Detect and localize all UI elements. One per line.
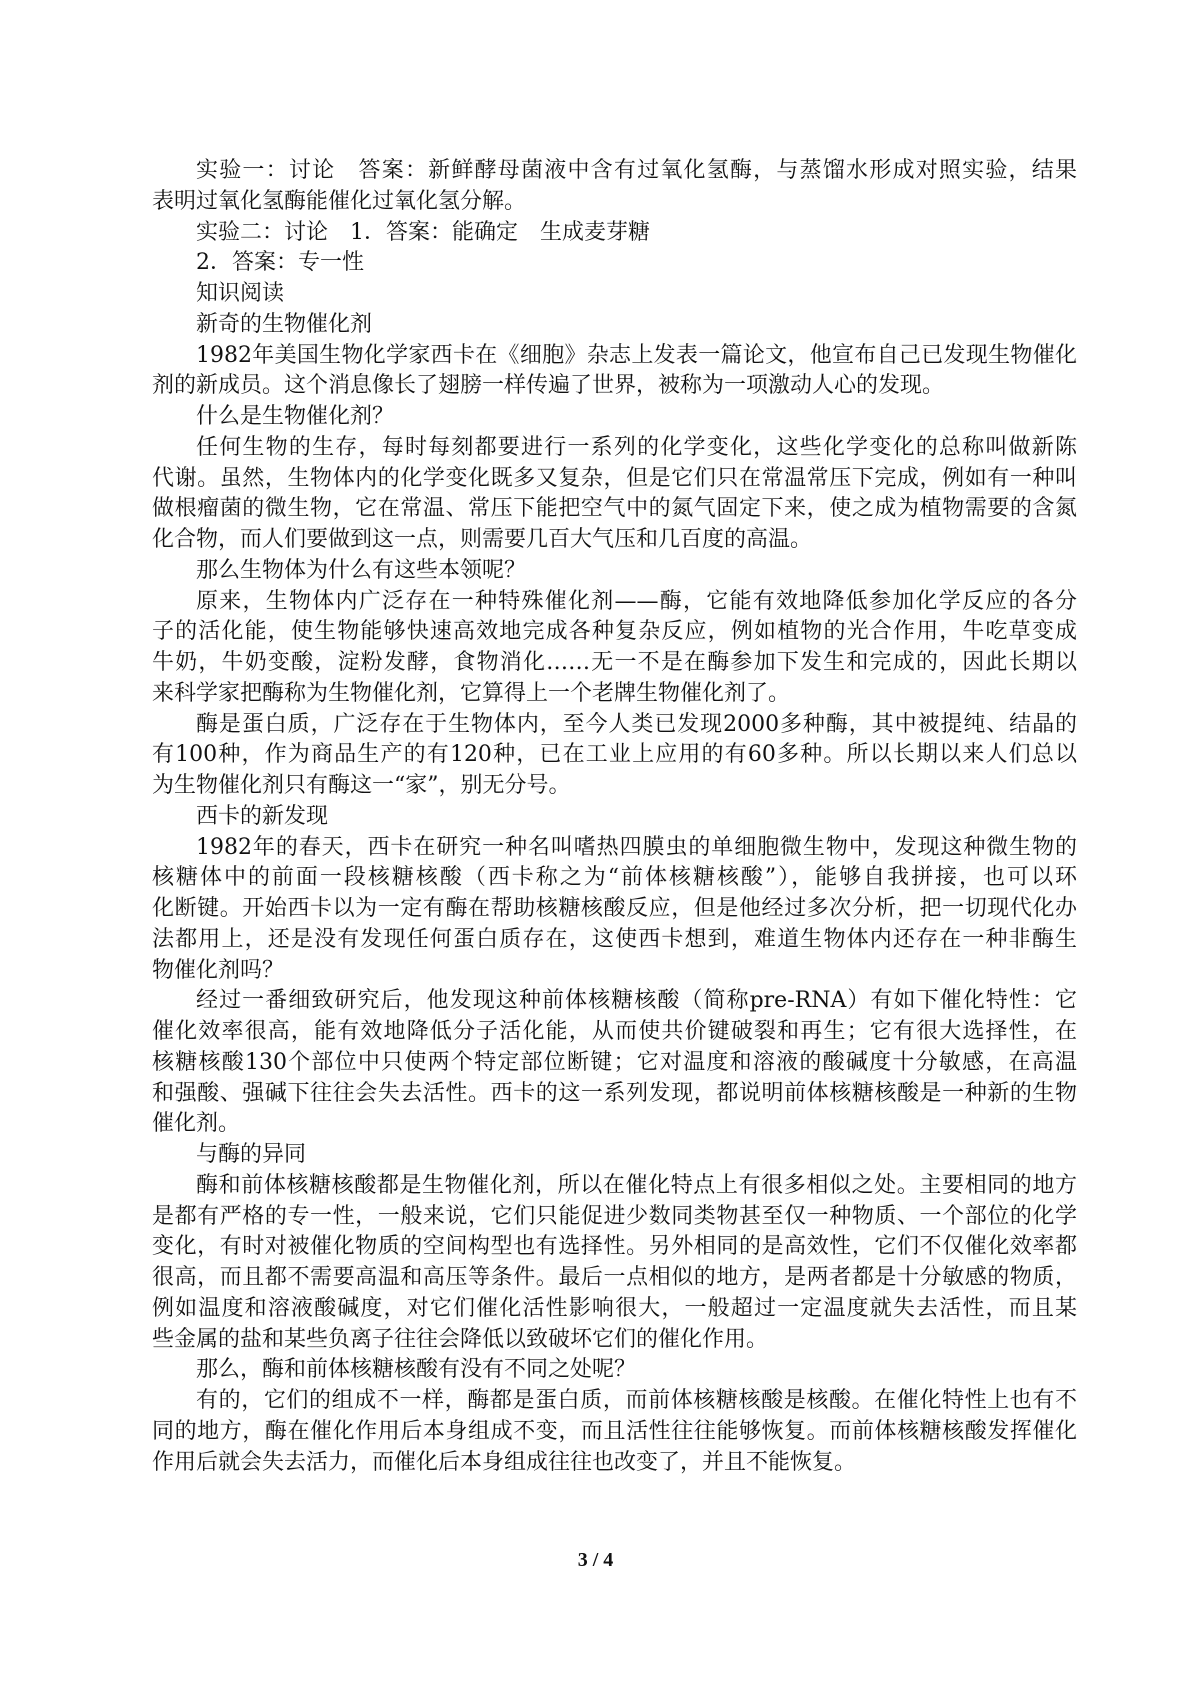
text-line: 是都有严格的专一性，一般来说，它们只能促进少数同类物甚至仅一种物质、一个部位的化学 — [152, 1203, 1077, 1229]
document-body — [152, 156, 1077, 1478]
page-number: 3 / 4 — [577, 1549, 614, 1571]
text-line: 表明过氧化氢酶能催化过氧化氢分解。 — [152, 188, 527, 214]
text-line: 实验一：讨论 答案：新鲜酵母菌液中含有过氧化氢酶，与蒸馏水形成对照实验，结果 — [196, 158, 1077, 183]
text-line: 与酶的异同 — [196, 1142, 307, 1167]
text-line: 1982年的春天，西卡在研究一种名叫嗜热四膜虫的单细胞微生物中，发现这种微生物的 — [196, 834, 1077, 860]
text-line: 例如温度和溶液酸碱度，对它们催化活性影响很大，一般超过一定温度就失去活性，而且某 — [152, 1295, 1077, 1321]
text-line: 那么生物体为什么有这些本领呢？ — [196, 557, 527, 583]
text-line: 有的，它们的组成不一样，酶都是蛋白质，而前体核糖核酸是核酸。在催化特性上也有不 — [196, 1388, 1077, 1413]
text-line: 原来，生物体内广泛存在一种特殊催化剂——酶，它能有效地降低参加化学反应的各分 — [196, 588, 1077, 614]
text-line: 牛奶，牛奶变酸，淀粉发酵，食物消化……无一不是在酶参加下发生和完成的，因此长期以 — [152, 650, 1077, 675]
text-line: 实验二：讨论 1．答案：能确定 生成麦芽糖 — [196, 219, 650, 245]
text-line: 同的地方，酶在催化作用后本身组成不变，而且活性往往能够恢复。而前体核糖核酸发挥催化 — [152, 1418, 1077, 1444]
text-line: 核糖核酸130个部位中只使两个特定部位断键；它对温度和溶液的酸碱度十分敏感，在高温 — [152, 1049, 1077, 1075]
text-line: 那么，酶和前体核糖核酸有没有不同之处呢？ — [196, 1357, 637, 1383]
text-line: 很高，而且都不需要高温和高压等条件。最后一点相似的地方，是两者都是十分敏感的物质， — [152, 1265, 1077, 1290]
text-line: 子的活化能，使生物能够快速高效地完成各种复杂反应，例如植物的光合作用，牛吃草变成 — [152, 619, 1077, 645]
text-line: 任何生物的生存，每时每刻都要进行一系列的化学变化，这些化学变化的总称叫做新陈 — [196, 434, 1077, 460]
text-line: 化断键。开始西卡以为一定有酶在帮助核糖核酸反应，但是他经过多次分析，把一切现代化办 — [152, 896, 1077, 921]
text-line: 做根瘤菌的微生物，它在常温、常压下能把空气中的氮气固定下来，使之成为植物需要的含氮 — [152, 496, 1077, 522]
text-line: 和强酸、强碱下往往会失去活性。西卡的这一系列发现，都说明前体核糖核酸是一种新的生物 — [152, 1080, 1077, 1106]
text-line: 化合物，而人们要做到这一点，则需要几百大气压和几百度的高温。 — [152, 527, 813, 552]
text-line: 知识阅读 — [196, 281, 285, 306]
text-line: 来科学家把酶称为生物催化剂，它算得上一个老牌生物催化剂了。 — [152, 680, 791, 706]
text-line: 些金属的盐和某些负离子往往会降低以致破坏它们的催化作用。 — [152, 1326, 769, 1352]
text-line: 代谢。虽然，生物体内的化学变化既多又复杂，但是它们只在常温常压下完成，例如有一种叫 — [152, 465, 1077, 491]
text-line: 法都用上，还是没有发现任何蛋白质存在，这使西卡想到，难道生物体内还存在一种非酶生 — [152, 926, 1077, 952]
text-line: 核糖体中的前面一段核糖核酸（西卡称之为“前体核糖核酸”），能够自我拼接，也可以环 — [152, 865, 1077, 891]
text-line: 1982年美国生物化学家西卡在《细胞》杂志上发表一篇论文，他宣布自己已发现生物催化 — [196, 342, 1077, 368]
text-line: 经过一番细致研究后，他发现这种前体核糖核酸（简称pre-RNA）有如下催化特性：它 — [196, 988, 1077, 1014]
text-line: 新奇的生物催化剂 — [196, 311, 373, 337]
text-line: 2．答案：专一性 — [196, 250, 364, 276]
text-line: 物催化剂吗？ — [152, 957, 285, 983]
text-line: 为生物催化剂只有酶这一“家”，别无分号。 — [152, 773, 571, 798]
text-line: 酶是蛋白质，广泛存在于生物体内，至今人类已发现2000多种酶，其中被提纯、结晶的 — [196, 711, 1077, 737]
text-line: 剂的新成员。这个消息像长了翅膀一样传遍了世界，被称为一项激动人心的发现。 — [152, 373, 945, 399]
text-line: 有100种，作为商品生产的有120种，已在工业上应用的有60多种。所以长期以来人们总以 — [152, 742, 1077, 768]
text-line: 作用后就会失去活力，而催化后本身组成往往也改变了，并且不能恢复。 — [152, 1449, 857, 1475]
text-line: 什么是生物催化剂？ — [196, 404, 395, 429]
text-line: 变化，有时对被催化物质的空间构型也有选择性。另外相同的是高效性，它们不仅催化效率都 — [152, 1234, 1077, 1260]
text-line: 催化效率很高，能有效地降低分子活化能，从而使共价键破裂和再生；它有很大选择性，在 — [152, 1019, 1077, 1044]
text-line: 催化剂。 — [152, 1111, 241, 1137]
text-line: 西卡的新发现 — [196, 803, 329, 829]
text-line: 酶和前体核糖核酸都是生物催化剂，所以在催化特点上有很多相似之处。主要相同的地方 — [196, 1172, 1077, 1198]
